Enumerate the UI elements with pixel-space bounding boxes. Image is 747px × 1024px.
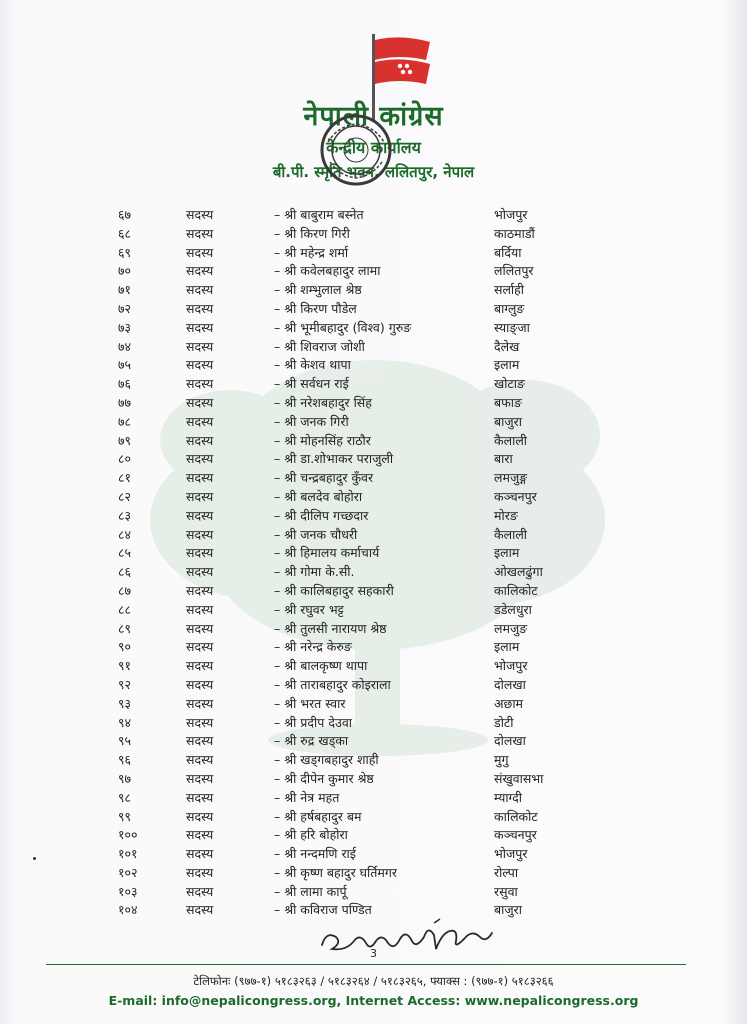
member-name: – श्री महेन्द्र शर्मा <box>274 244 349 260</box>
member-district: बारा <box>494 451 513 467</box>
member-district: कैलाली <box>494 526 528 542</box>
office-seal-stamp <box>318 112 394 188</box>
member-role: सदस्य <box>186 207 214 222</box>
member-district: ओखलढुंगा <box>494 564 543 580</box>
member-row <box>0 526 747 545</box>
member-name: – श्री नन्दमणि राई <box>274 846 356 862</box>
member-name: – श्री लामा कार्पू <box>274 883 347 899</box>
member-number: ७३ <box>118 319 132 335</box>
member-number: ९८ <box>118 789 132 805</box>
member-name: – श्री केशव थापा <box>274 357 351 373</box>
member-role: सदस्य <box>186 658 214 674</box>
scan-speck <box>33 857 36 860</box>
member-number: ७० <box>118 263 132 279</box>
member-district: दोलखा <box>494 733 526 749</box>
member-number: ९३ <box>118 695 132 711</box>
member-row <box>0 601 747 620</box>
member-number: ७२ <box>118 300 132 316</box>
member-name: – श्री भरत स्वार <box>274 695 346 711</box>
member-number: ६९ <box>118 244 132 260</box>
member-district: डोटी <box>494 714 514 730</box>
member-row <box>0 544 747 563</box>
member-row <box>0 394 747 413</box>
member-role: सदस्य <box>186 752 214 768</box>
member-row <box>0 563 747 582</box>
member-role: सदस्य <box>186 639 214 655</box>
member-name: – श्री रुद्र खड्का <box>274 733 349 749</box>
member-name: – श्री चन्द्रबहादुर कुँवर <box>274 470 374 486</box>
member-role: सदस्य <box>186 507 214 523</box>
member-number: ९० <box>118 639 132 655</box>
member-role: सदस्य <box>186 357 214 373</box>
member-district: इलाम <box>494 545 520 561</box>
member-number: ८१ <box>118 470 132 486</box>
member-role: सदस्य <box>186 864 214 880</box>
member-row <box>0 714 747 733</box>
member-number: ६८ <box>118 225 132 241</box>
member-district: म्याग्दी <box>494 789 522 805</box>
member-district: दोलखा <box>494 676 526 692</box>
member-row <box>0 638 747 657</box>
member-name: – श्री दीपेन कुमार श्रेष्ठ <box>274 770 374 786</box>
member-role: सदस्य <box>186 620 214 636</box>
member-role: सदस्य <box>186 770 214 786</box>
member-district: अछाम <box>494 695 524 711</box>
member-role: सदस्य <box>186 300 214 316</box>
member-name: – श्री ताराबहादुर कोइराला <box>274 676 391 692</box>
member-role: सदस्य <box>186 488 214 504</box>
member-number: ९६ <box>118 752 132 768</box>
member-name: – श्री कविराज पण्डित <box>274 902 372 918</box>
member-row <box>0 845 747 864</box>
member-name: – श्री शम्भुलाल श्रेष्ठ <box>274 282 362 298</box>
member-role: सदस्य <box>186 470 214 486</box>
member-number: १०० <box>118 827 138 843</box>
member-district: बाजुरा <box>494 902 523 918</box>
member-number: १०३ <box>118 883 138 899</box>
member-row <box>0 864 747 883</box>
member-name: – श्री हिमालय कर्माचार्य <box>274 545 380 561</box>
member-name: – श्री शिवराज जोशी <box>274 338 365 354</box>
member-name: – श्री नेत्र महत <box>274 789 340 805</box>
member-row <box>0 808 747 827</box>
member-number: ८८ <box>118 601 132 617</box>
member-district: इलाम <box>494 639 520 655</box>
member-role: सदस्य <box>186 451 214 467</box>
member-role: सदस्य <box>186 846 214 862</box>
member-row <box>0 206 747 225</box>
member-role: सदस्य <box>186 376 214 392</box>
member-name: – श्री सर्वधन राई <box>274 376 349 392</box>
member-name: – श्री गोमा के.सी. <box>274 564 355 580</box>
member-role: सदस्य <box>186 883 214 899</box>
member-district: कैलाली <box>494 432 528 448</box>
member-number: ८९ <box>118 620 132 636</box>
member-name: – श्री नरेशबहादुर सिंह <box>274 394 372 410</box>
member-district: कञ्चनपुर <box>494 827 537 843</box>
member-district: भोजपुर <box>494 207 528 222</box>
member-row <box>0 751 747 770</box>
page-number: 3 <box>370 947 377 960</box>
member-role: सदस्य <box>186 394 214 410</box>
member-role: सदस्य <box>186 338 214 354</box>
member-name: – श्री हर्षबहादुर बम <box>274 808 362 824</box>
member-row <box>0 244 747 263</box>
member-role: सदस्य <box>186 564 214 580</box>
member-number: ७५ <box>118 357 132 373</box>
member-row <box>0 620 747 639</box>
member-district: भोजपुर <box>494 658 528 674</box>
member-row <box>0 356 747 375</box>
member-name: – श्री जनक चौधरी <box>274 526 358 542</box>
member-district: दैलेख <box>494 338 520 354</box>
member-row <box>0 300 747 319</box>
member-number: ८३ <box>118 507 132 523</box>
member-district: इलाम <box>494 357 520 373</box>
member-name: – श्री जनक गिरी <box>274 413 349 429</box>
member-role: सदस्य <box>186 902 214 918</box>
member-row <box>0 262 747 281</box>
member-name: – श्री हरि बोहोरा <box>274 827 348 843</box>
member-name: – श्री खड्गबहादुर शाही <box>274 752 379 768</box>
member-name: – श्री मोहनसिंह राठौर <box>274 432 371 448</box>
member-number: ६७ <box>118 207 132 222</box>
member-name: – श्री डा.शोभाकर पराजुली <box>274 451 394 467</box>
member-number: ९७ <box>118 770 132 786</box>
member-district: बाजुरा <box>494 413 523 429</box>
member-row <box>0 732 747 751</box>
member-name: – श्री दीलिप गच्छदार <box>274 507 369 523</box>
member-number: ७९ <box>118 432 132 448</box>
member-district: रोल्पा <box>494 864 519 880</box>
member-district: खोटाङ <box>494 376 525 392</box>
member-number: ८५ <box>118 545 132 561</box>
member-district: बफाङ <box>494 394 522 410</box>
member-row <box>0 695 747 714</box>
member-role: सदस्य <box>186 244 214 260</box>
member-row <box>0 413 747 432</box>
member-name: – श्री भूमीबहादुर (विश्व) गुरुङ <box>274 319 412 335</box>
member-district: रसुवा <box>494 883 518 899</box>
member-number: ८६ <box>118 564 132 580</box>
member-role: सदस्य <box>186 545 214 561</box>
member-number: ७१ <box>118 282 132 298</box>
member-number: ७७ <box>118 394 132 410</box>
member-number: ९९ <box>118 808 132 824</box>
member-name: – श्री किरण पौडेल <box>274 300 357 316</box>
member-role: सदस्य <box>186 601 214 617</box>
member-district: बाग्लुङ <box>494 300 525 316</box>
footer-divider <box>46 964 686 965</box>
member-number: ८२ <box>118 488 132 504</box>
member-number: ९१ <box>118 658 132 674</box>
member-name: – श्री कृष्ण बहादुर घर्तिमगर <box>274 864 398 880</box>
member-row <box>0 319 747 338</box>
member-role: सदस्य <box>186 714 214 730</box>
member-district: कञ्चनपुर <box>494 488 537 504</box>
member-number: ९२ <box>118 676 132 692</box>
member-district: कालिकोट <box>494 808 538 824</box>
member-name: – श्री बाबुराम बस्नेत <box>274 207 364 222</box>
member-number: ७८ <box>118 413 132 429</box>
member-district: ललितपुर <box>494 263 534 279</box>
member-name: – श्री प्रदीप देउवा <box>274 714 353 730</box>
member-row <box>0 657 747 676</box>
member-row <box>0 281 747 300</box>
member-district: कालिकोट <box>494 582 538 598</box>
member-number: ८४ <box>118 526 132 542</box>
footer-phone-fax: टेलिफोनः (९७७-१) ५१८३२६३ / ५१८३२६४ / ५१८३२६५, फ्याक्स : (९७७-१) ५१८३२६६ <box>193 974 554 988</box>
member-number: १०४ <box>118 902 138 918</box>
member-number: ७६ <box>118 376 132 392</box>
member-role: सदस्य <box>186 695 214 711</box>
member-role: सदस्य <box>186 319 214 335</box>
member-role: सदस्य <box>186 827 214 843</box>
member-role: सदस्य <box>186 225 214 241</box>
footer-email-web: E-mail: info@nepalicongress.org, Internet Access: www.nepalicongress.org <box>108 993 639 1008</box>
member-role: सदस्य <box>186 432 214 448</box>
member-district: संखुवासभा <box>494 770 544 786</box>
member-district: मुगु <box>494 752 509 768</box>
member-name: – श्री किरण गिरी <box>274 225 350 241</box>
office-address: बी.पी. स्मृति भवन, ललितपुर, नेपाल <box>272 163 475 181</box>
member-name: – श्री बालकृष्ण थापा <box>274 658 368 674</box>
member-row <box>0 507 747 526</box>
member-row <box>0 826 747 845</box>
member-number: ८७ <box>118 582 132 598</box>
member-name: – श्री कवेलबहादुर लामा <box>274 263 381 279</box>
member-name: – श्री रघुवर भट्ट <box>274 601 344 617</box>
member-role: सदस्य <box>186 413 214 429</box>
member-row <box>0 789 747 808</box>
member-district: सर्लाही <box>494 282 525 298</box>
member-district: काठमाडौं <box>494 225 535 241</box>
office-name: केन्द्रीय कार्यालय <box>326 138 421 157</box>
member-row <box>0 488 747 507</box>
member-role: सदस्य <box>186 263 214 279</box>
member-name: – श्री बलदेव बोहोरा <box>274 488 363 504</box>
member-row <box>0 883 747 902</box>
member-district: भोजपुर <box>494 846 528 862</box>
member-number: १०१ <box>118 846 138 862</box>
member-row <box>0 450 747 469</box>
member-district: लमजुङ <box>494 620 528 636</box>
member-district: मोरङ <box>494 507 518 523</box>
member-district: स्याङ्जा <box>494 319 530 335</box>
member-role: सदस्य <box>186 282 214 298</box>
member-row <box>0 582 747 601</box>
member-role: सदस्य <box>186 733 214 749</box>
organization-name: नेपाली कांग्रेस <box>303 101 444 132</box>
member-number: ९४ <box>118 714 132 730</box>
member-row <box>0 338 747 357</box>
member-number: ७४ <box>118 338 132 354</box>
member-row <box>0 469 747 488</box>
member-number: ९५ <box>118 733 132 749</box>
member-role: सदस्य <box>186 789 214 805</box>
member-row <box>0 225 747 244</box>
member-list <box>0 206 747 920</box>
member-role: सदस्य <box>186 808 214 824</box>
member-role: सदस्य <box>186 582 214 598</box>
member-number: १०२ <box>118 864 138 880</box>
member-role: सदस्य <box>186 526 214 542</box>
member-role: सदस्य <box>186 676 214 692</box>
member-row <box>0 432 747 451</box>
member-district: डडेलधुरा <box>494 601 532 617</box>
member-row <box>0 375 747 394</box>
member-name: – श्री कालिबहादुर सहकारी <box>274 582 394 598</box>
member-row <box>0 676 747 695</box>
member-row <box>0 770 747 789</box>
member-district: लमजुङ्ग <box>494 470 528 486</box>
member-name: – श्री नरेन्द्र केरुङ <box>274 639 352 655</box>
member-district: बर्दिया <box>494 244 522 260</box>
member-number: ८० <box>118 451 132 467</box>
member-name: – श्री तुलसी नारायण श्रेष्ठ <box>274 620 387 636</box>
